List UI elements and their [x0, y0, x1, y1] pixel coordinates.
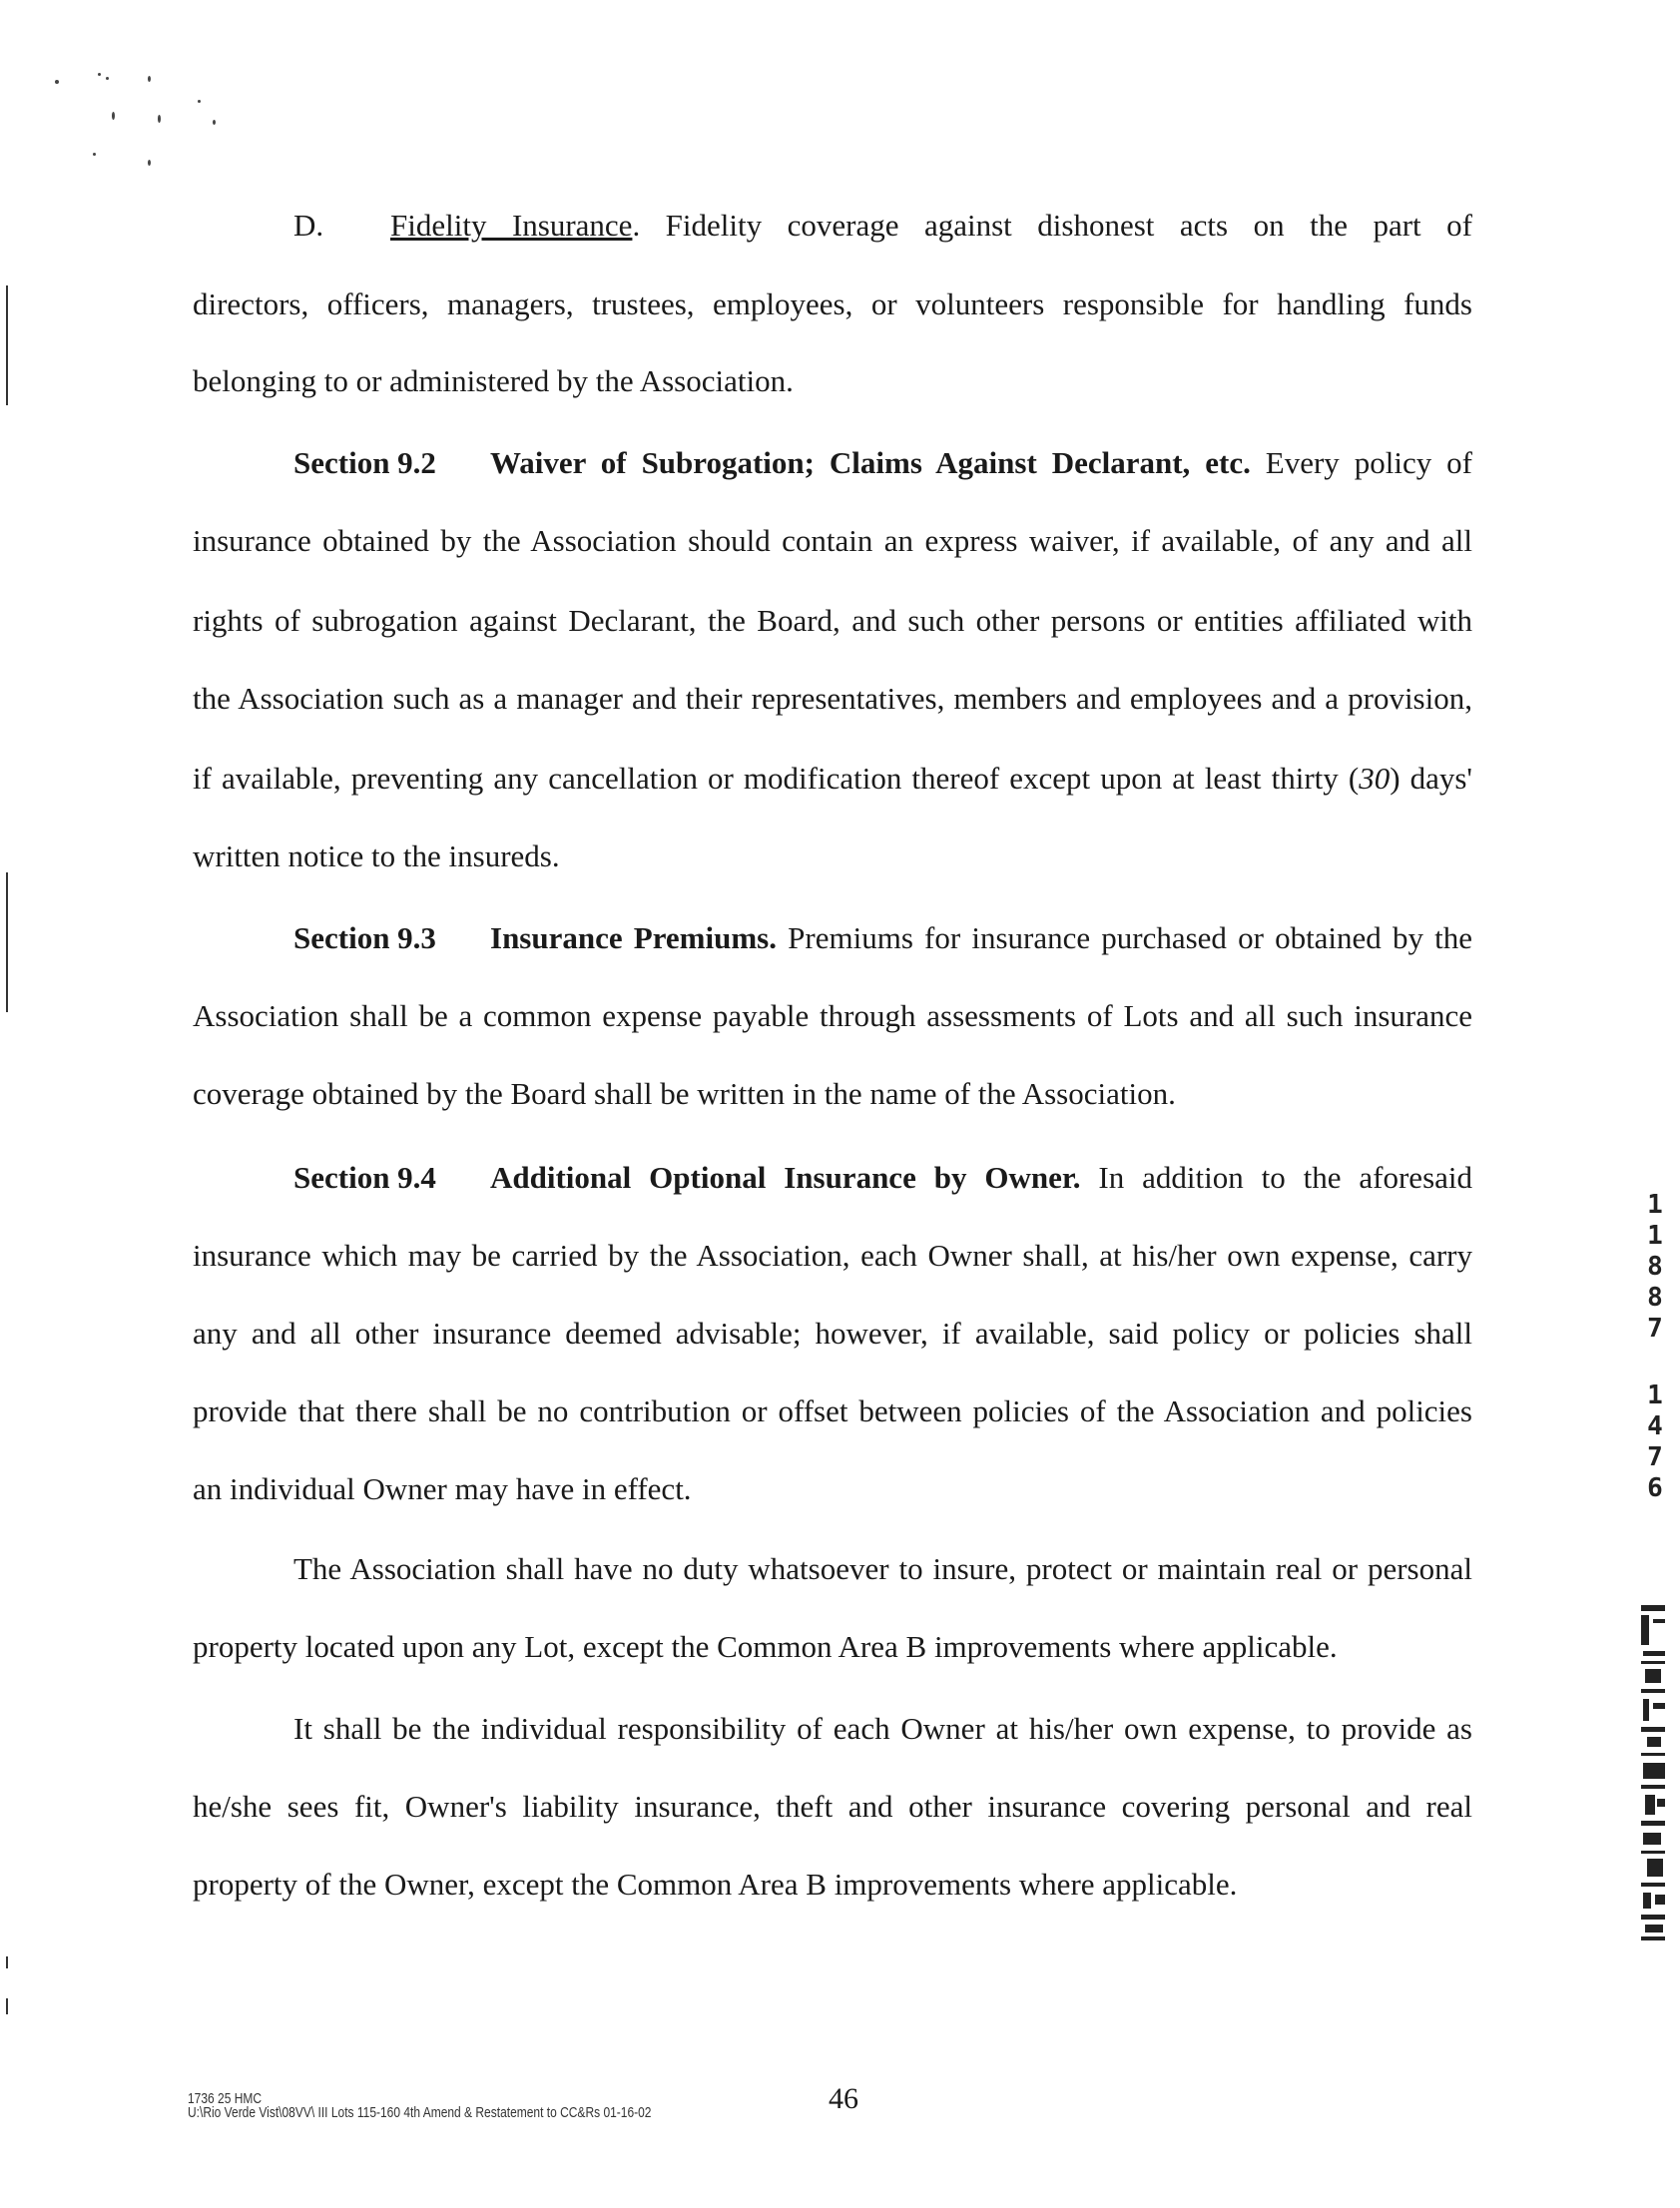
footer-file-path: U:\Rio Verde Vist\08VV\ III Lots 115-160 4th Amend & Restatement to CC&Rs 01-16-02 — [188, 2104, 652, 2121]
paragraph-d-label: D. — [293, 208, 324, 243]
section-title: Insurance Premiums. — [490, 920, 777, 955]
section-9-4-line-4: provide that there shall be no contribution or offset between policies of the Association and policies — [193, 1393, 1472, 1428]
scan-speck — [158, 115, 161, 123]
section-9-2-line-1 — [293, 443, 1472, 483]
recording-digit: 1 — [1647, 1380, 1663, 1410]
owner-responsibility-line-2: he/she sees fit, Owner's liability insurance, theft and other insurance covering personal and real — [193, 1789, 1472, 1824]
no-duty-line-1: The Association shall have no duty whatsoever to insure, protect or maintain real or personal — [293, 1551, 1472, 1586]
section-9-3-line-1 — [293, 918, 1472, 958]
section-9-4-line-2: insurance which may be carried by the Association, each Owner shall, at his/her own expense, carry — [193, 1238, 1472, 1273]
paragraph-d-line-1 — [293, 206, 1472, 246]
recording-number — [1642, 1190, 1668, 1504]
recording-digit: 7 — [1647, 1314, 1663, 1344]
days-number: 30 — [1359, 761, 1391, 796]
scan-speck — [55, 80, 59, 84]
section-9-2-line-2: insurance obtained by the Association should contain an express waiver, if available, of any and all — [193, 523, 1472, 558]
section-text: Every policy of — [1250, 445, 1472, 480]
section-9-3-line-3: coverage obtained by the Board shall be written in the name of the Association. — [193, 1076, 1176, 1111]
section-title: Additional Optional Insurance by Owner. — [490, 1160, 1081, 1195]
recording-digit: 7 — [1647, 1442, 1663, 1472]
section-9-3-line-2: Association shall be a common expense payable through assessments of Lots and all such insurance — [193, 998, 1472, 1033]
owner-responsibility-line-1: It shall be the individual responsibility of each Owner at his/her own expense, to provide as — [293, 1711, 1472, 1746]
section-9-4-line-3: any and all other insurance deemed advisable; however, if available, said policy or policies shall — [193, 1316, 1472, 1351]
owner-responsibility-line-3: property of the Owner, except the Common Area B improvements where applicable. — [193, 1867, 1238, 1902]
recording-digit: 1 — [1647, 1190, 1663, 1220]
scan-speck — [93, 153, 96, 156]
paragraph-d-line-3: belonging to or administered by the Association. — [193, 363, 794, 398]
section-text: Premiums for insurance purchased or obtained by the — [777, 920, 1472, 955]
no-duty-line-2: property located upon any Lot, except the Common Area B improvements where applicable. — [193, 1629, 1338, 1664]
margin-change-bar — [6, 872, 8, 1012]
paragraph-d-line-2: directors, officers, managers, trustees, employees, or volunteers responsible for handling funds — [193, 286, 1472, 321]
section-9-2-line-5 — [193, 759, 1472, 799]
page-number: 46 — [829, 2082, 858, 2115]
scan-speck — [98, 73, 101, 76]
section-9-2-line-3: rights of subrogation against Declarant, the Board, and such other persons or entities affiliated with — [193, 603, 1472, 638]
section-title: Waiver of Subrogation; Claims Against Declarant, etc. — [490, 445, 1251, 480]
scan-speck — [213, 120, 216, 125]
section-text: In addition to the aforesaid — [1080, 1160, 1472, 1195]
margin-change-bar — [6, 285, 8, 405]
recording-digit: 4 — [1647, 1411, 1663, 1441]
recording-digit: 1 — [1647, 1221, 1663, 1251]
margin-tick — [6, 1956, 8, 1968]
scan-speck — [148, 76, 151, 82]
footer-doc-code: 1736 25 HMC — [188, 2090, 263, 2107]
recording-digit: 8 — [1647, 1252, 1663, 1282]
section-9-4-line-5: an individual Owner may have in effect. — [193, 1471, 692, 1506]
section-number: Section 9.3 — [293, 920, 436, 955]
footer-document-code — [188, 2092, 651, 2120]
section-9-4-line-1 — [293, 1158, 1472, 1198]
scan-speck — [106, 77, 109, 80]
section-9-2-line-4: the Association such as a manager and their representatives, members and employees and a provision, — [193, 681, 1472, 716]
section-9-2-line-6: written notice to the insureds. — [193, 838, 560, 873]
scan-speck — [198, 100, 201, 103]
section-number: Section 9.4 — [293, 1160, 436, 1195]
recording-barcode — [1637, 1605, 1671, 1944]
line-text: if available, preventing any cancellation or modification thereof except upon at least thirty ( — [193, 761, 1360, 796]
margin-tick — [6, 1998, 8, 2014]
recording-digit: 8 — [1647, 1283, 1663, 1313]
scan-speck — [148, 160, 151, 166]
paragraph-d-heading: Fidelity Insurance — [390, 208, 633, 243]
scan-speck — [112, 112, 115, 120]
section-number: Section 9.2 — [293, 445, 436, 480]
recording-digit: 6 — [1647, 1473, 1663, 1503]
paragraph-d-text: . Fidelity coverage against dishonest acts on the part of — [632, 208, 1472, 243]
line-text: ) days' — [1390, 761, 1472, 796]
